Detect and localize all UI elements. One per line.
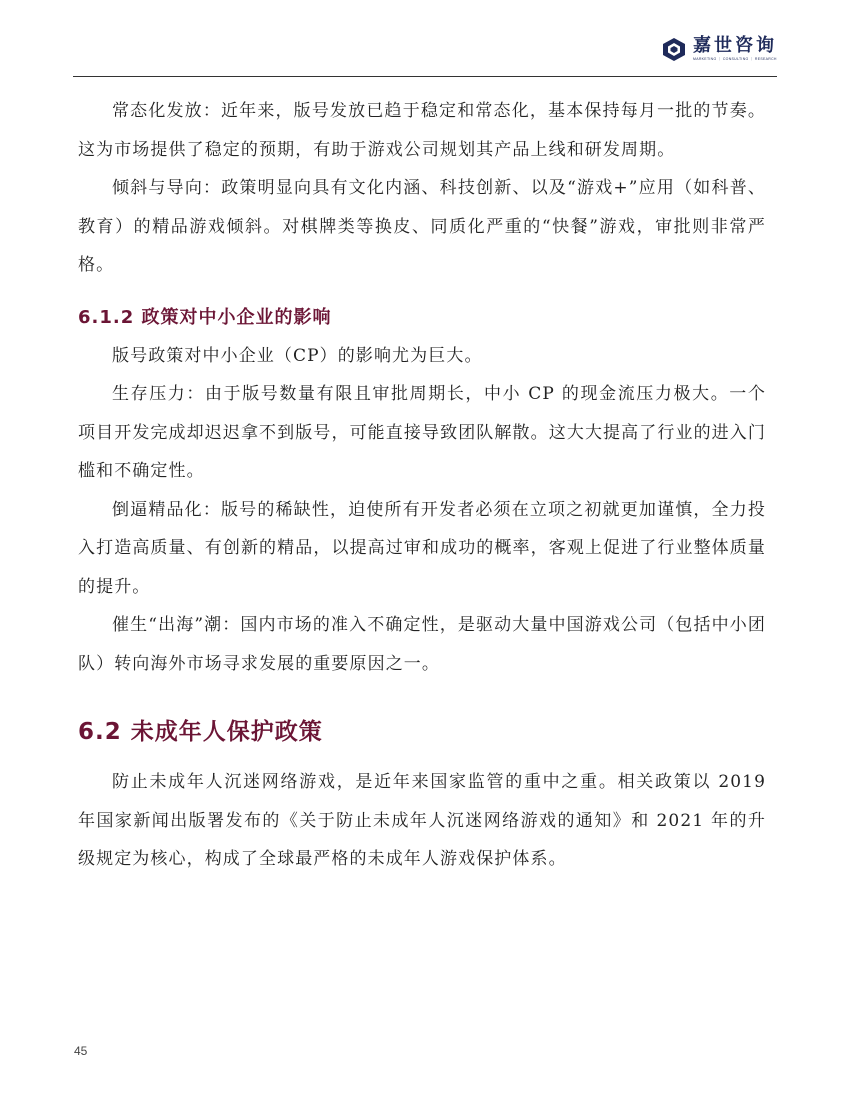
section-heading-6-1-2: 6.1.2 政策对中小企业的影响 (78, 306, 332, 328)
paragraph-going-overseas: 催生“出海”潮：国内市场的准入不确定性，是驱动大量中国游戏公司（包括中小团队）转向海外市场寻求发展的重要原因之一。 (78, 615, 766, 674)
paragraph-quality-push: 倒逼精品化：版号的稀缺性，迫使所有开发者必须在立项之初就更加谨慎，全力投入打造高质量、有创新的精品，以提高过审和成功的概率，客观上促进了行业整体质量的提升。 (78, 499, 766, 597)
brand-logo-icon (661, 36, 687, 62)
brand-logo (661, 36, 777, 62)
brand-tagline: MARKETING ｜ CONSULTING ｜ RESEARCH (693, 57, 777, 61)
brand-name: 嘉世咨询 (693, 35, 777, 56)
paragraph-regular-issuance: 常态化发放：近年来，版号发放已趋于稳定和常态化，基本保持每月一批的节奏。这为市场提供了稳定的预期，有助于游戏公司规划其产品上线和研发周期。 (78, 101, 766, 160)
page-body (78, 92, 766, 879)
paragraph-minor-protection: 防止未成年人沉迷网络游戏，是近年来国家监管的重中之重。相关政策以 2019 年国家新闻出版署发布的《关于防止未成年人沉迷网络游戏的通知》和 2021 年的升级规定为核心，构成了全球最严格的未成年人游戏保护体系。 (78, 772, 766, 869)
page-number: 45 (74, 1044, 88, 1058)
paragraph-policy-orientation: 倾斜与导向：政策明显向具有文化内涵、科技创新、以及“游戏+”应用（如科普、教育）的精品游戏倾斜。对棋牌类等换皮、同质化严重的“快餐”游戏，审批则非常严格。 (78, 178, 766, 275)
section-heading-6-2: 6.2 未成年人保护政策 (78, 719, 323, 745)
paragraph-survival-pressure: 生存压力：由于版号数量有限且审批周期长，中小 CP 的现金流压力极大。一个项目开发完成却迟迟拿不到版号，可能直接导致团队解散。这大大提高了行业的进入门槛和不确定性。 (78, 384, 766, 481)
page-header (73, 28, 777, 77)
paragraph-sme-impact-intro: 版号政策对中小企业（CP）的影响尤为巨大。 (112, 345, 483, 366)
